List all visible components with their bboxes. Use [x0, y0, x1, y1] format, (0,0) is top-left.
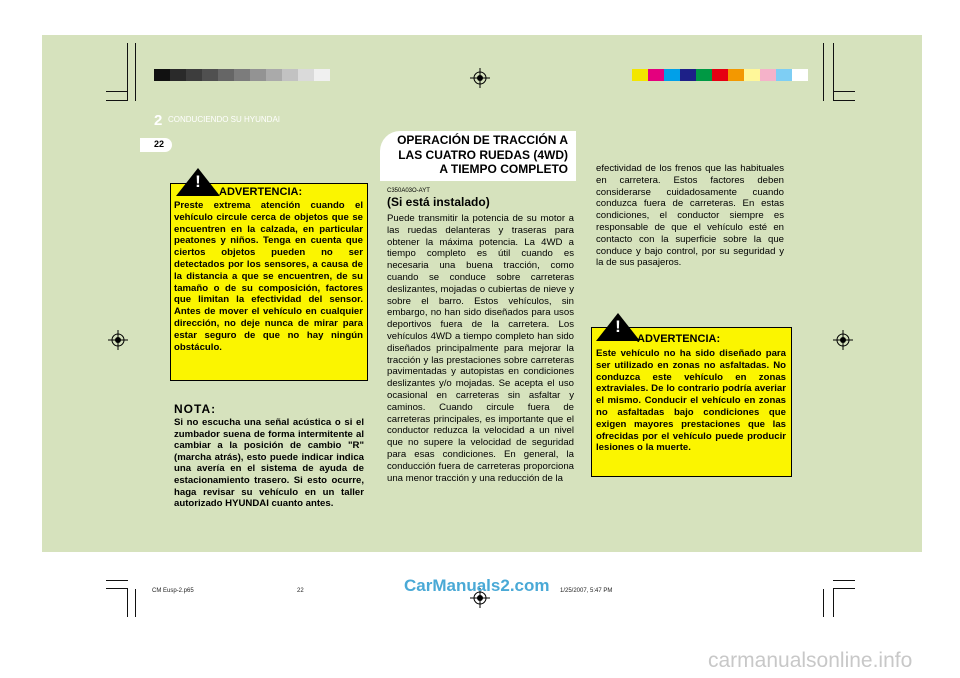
color-swatch [234, 69, 250, 81]
warning-title-right: ADVERTENCIA: [637, 333, 721, 345]
color-swatch [760, 69, 776, 81]
color-swatch [680, 69, 696, 81]
footer-date: 1/25/2007, 5:47 PM [560, 588, 613, 594]
warning-title-left: ADVERTENCIA: [219, 186, 303, 198]
color-swatch-bar [632, 69, 808, 81]
section-subtitle: (Si está instalado) [387, 195, 490, 209]
color-swatch [170, 69, 186, 81]
warning-exclamation-icon: ! [615, 317, 621, 336]
section-body-continuation: efectividad de los frenos que las habituales en carretera. Estos factores deben considerarse cuidadosamente cuando conduzca fuera de carreteras. En estas condiciones, el conductor siempre es responsable de que el vehículo esté en contacto con la superficie sobre la que conduce y bajo control, por su seguridad y la de sus pasajeros. [596, 163, 784, 269]
site-watermark-link[interactable]: carmanualsonline.info [708, 649, 913, 672]
color-swatch [776, 69, 792, 81]
section-code: C350A03O-AYT [387, 188, 430, 194]
color-swatch [314, 69, 330, 81]
note-text: Si no escucha una señal acústica o si el zumbador suena de forma intermitente al cambiar a la posición de cambio "R" (marcha atrás), esto puede indicar indica una avería en el sistema de ayuda de estacionamiento trasero. Si esto ocurre, haga revisar su vehículo en un taller autorizado HYUNDAI cuanto antes. [174, 417, 364, 510]
watermark-link[interactable]: CarManuals2.com [404, 576, 550, 595]
section-title: OPERACIÓN DE TRACCIÓN A LAS CUATRO RUEDAS (4WD) A TIEMPO COMPLETO [397, 133, 568, 177]
color-swatch [298, 69, 314, 81]
color-swatch [648, 69, 664, 81]
color-swatch [792, 69, 808, 81]
color-swatch [218, 69, 234, 81]
color-swatch [186, 69, 202, 81]
color-swatch [728, 69, 744, 81]
chapter-number: 2 [154, 112, 163, 129]
color-swatch [696, 69, 712, 81]
color-swatch [744, 69, 760, 81]
color-swatch [266, 69, 282, 81]
color-swatch [664, 69, 680, 81]
registration-target-icon [108, 330, 128, 350]
color-swatch [154, 69, 170, 81]
color-swatch [712, 69, 728, 81]
color-swatch [282, 69, 298, 81]
warning-text-left: Preste extrema atención cuando el vehículo circule cerca de objetos que se encuentren en la calzada, en particular peatones y niños. Tenga en cuenta que ciertos objetos pueden no ser detectados por los sensores, a causa de la distancia a que se encuentren, de su tamaño o de su composición, factores que limitan la efectividad del sensor. Antes de mover el vehículo en cualquier dirección, no deje nunca de mirar para estar seguro de que no hay ningún obstáculo. [174, 200, 363, 353]
gray-swatch-bar [154, 69, 330, 81]
registration-target-icon [833, 330, 853, 350]
color-swatch [202, 69, 218, 81]
page-number: 22 [154, 139, 165, 149]
footer-page-number: 22 [297, 588, 304, 594]
warning-exclamation-icon: ! [195, 172, 201, 191]
section-body: Puede transmitir la potencia de su motor a las ruedas delanteras y traseras para obtener la máxima potencia. La 4WD a tiempo completo es útil cuando es necesaria una buena tracción, como cuando se conduce sobre carreteras deslizantes, mojadas o cubiertas de nieve y sobre el barro. Estos vehículos, sin embargo, no han sido diseñados para usos deportivos fuera de la carretera. Los vehículos 4WD a tiempo completo han sido diseñados principalmente para mejorar la tracción y las prestaciones sobre carreteras pavimentadas y autopistas en condiciones deslizantes y/o mojadas. Se acepta el uso ocasional en carreteras sin asfaltar y caminos. Cuando circule fuera de carreteras principales, es importante que el conductor reduzca la velocidad a un nivel que no supere la velocidad de seguridad para esas condiciones. En general, la conducción fuera de carreteras proporciona una menor tracción y una reducción de la [387, 213, 574, 484]
note-title: NOTA: [174, 402, 217, 416]
color-swatch [250, 69, 266, 81]
color-swatch [632, 69, 648, 81]
chapter-title: CONDUCIENDO SU HYUNDAI [168, 115, 281, 124]
registration-target-icon [470, 68, 490, 88]
footer-file-name: CM Eusp-2.p65 [152, 588, 194, 594]
warning-text-right: Este vehículo no ha sido diseñado para ser utilizado en zonas no asfaltadas. No conduzca este vehículo en zonas extraviales. De lo contrario podría averiar el mismo. Conducir el vehículo en zonas no asfaltadas bajo condiciones que exigen mayores prestaciones que las ofrecidas por el vehículo puede producir lesiones o la muerte. [596, 348, 786, 454]
